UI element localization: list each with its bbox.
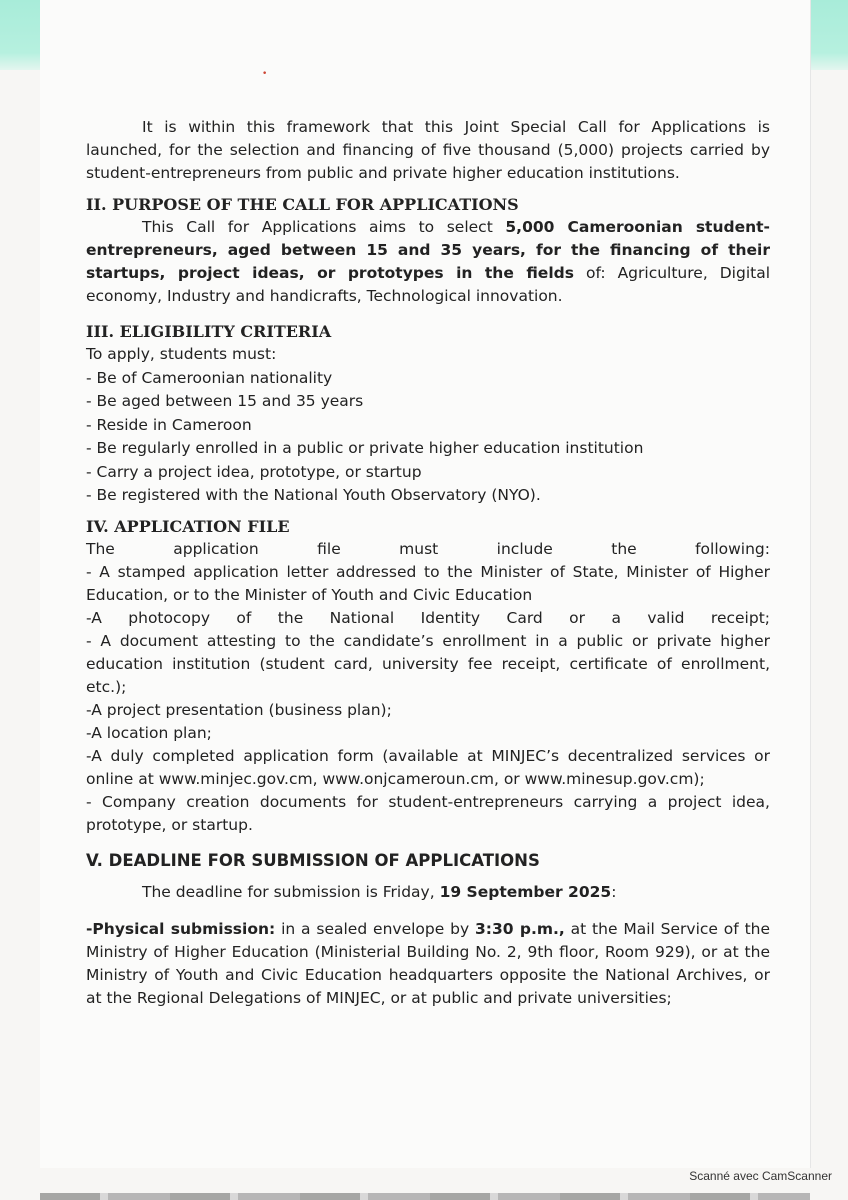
application-item: - Company creation documents for student-entrepreneurs carrying a project idea, prototype, or startup. (86, 792, 770, 834)
application-item: -A project presentation (business plan); (86, 700, 392, 719)
application-item: -A photocopy of the National Identity Card or a valid receipt; (86, 608, 770, 627)
deadline-heading: V. DEADLINE FOR SUBMISSION OF APPLICATIONS (86, 850, 540, 870)
next-page-edge (40, 1193, 810, 1200)
physical-time: 3:30 p.m., (474, 919, 565, 938)
eligibility-heading: III. ELIGIBILITY CRITERIA (86, 322, 332, 341)
document-body (86, 116, 770, 1010)
application-item: - A stamped application letter addressed to the Minister of State, Minister of Higher Education, or to the Minister of Youth and Civic Education (86, 562, 770, 604)
eligibility-item: - Be registered with the National Youth Observatory (NYO). (86, 486, 541, 504)
physical-submission-paragraph (86, 918, 770, 1010)
physical-text-1: in a sealed envelope by (281, 919, 470, 938)
deadline-colon: : (611, 882, 617, 901)
application-item: -A duly completed application form (available at MINJEC’s decentralized services or online at www.minjec.gov.cm, www.onjcameroun.cm, or www.minesup.gov.cm); (86, 746, 770, 788)
purpose-lead: This Call for Applications aims to select (142, 218, 493, 236)
eligibility-list (86, 343, 770, 508)
eligibility-item: - Reside in Cameroon (86, 415, 252, 434)
ink-mark: • (262, 69, 268, 79)
eligibility-intro: To apply, students must: (86, 345, 277, 363)
application-item: - A document attesting to the candidate’s enrollment in a public or private higher education institution (student card, university fee receipt, certificate of enrollment, etc.); (86, 631, 770, 696)
deadline-date: 19 September 2025 (439, 882, 612, 901)
deadline-paragraph (86, 881, 770, 904)
deadline-lead: The deadline for submission is Friday, (142, 882, 435, 901)
physical-text-2: at the Mail Service of the Ministry of Higher Education (Ministerial Building No. 2, 9th floor, Room 929), or at the Ministry of Youth and Civic Education headquarters opposite the National Archives, or at the Regional Delegations of MINJEC, or at public and private universities; (86, 919, 771, 1007)
application-item: -A location plan; (86, 723, 212, 742)
eligibility-item: - Be aged between 15 and 35 years (86, 392, 364, 410)
eligibility-item: - Be of Cameroonian nationality (86, 368, 333, 387)
intro-paragraph: It is within this framework that this Joint Special Call for Applications is launched, for the selection and financing of five thousand (5,000) projects carried by student-entrepreneurs from public and private higher education institutions. (86, 118, 770, 182)
purpose-bold: 5,000 Cameroonian student-entrepreneurs, aged between 15 and 35 years, for the financing of their startups, project ideas, or prototypes in the fields (86, 218, 770, 282)
purpose-heading: II. PURPOSE OF THE CALL FOR APPLICATIONS (86, 195, 519, 214)
physical-submission-label: -Physical submission: (86, 919, 276, 938)
purpose-tail: of: Agriculture, Digital economy, Industry and handicrafts, Technological innovation. (86, 264, 771, 305)
application-heading: IV. APPLICATION FILE (86, 516, 290, 536)
purpose-paragraph (86, 216, 770, 308)
eligibility-item: - Be regularly enrolled in a public or private higher education institution (86, 439, 644, 457)
camscanner-footer: Scanné avec CamScanner (689, 1169, 832, 1183)
eligibility-item: - Carry a project idea, prototype, or startup (86, 462, 422, 481)
document-page (40, 0, 810, 1168)
application-intro: The application file must include the following: (86, 539, 770, 558)
